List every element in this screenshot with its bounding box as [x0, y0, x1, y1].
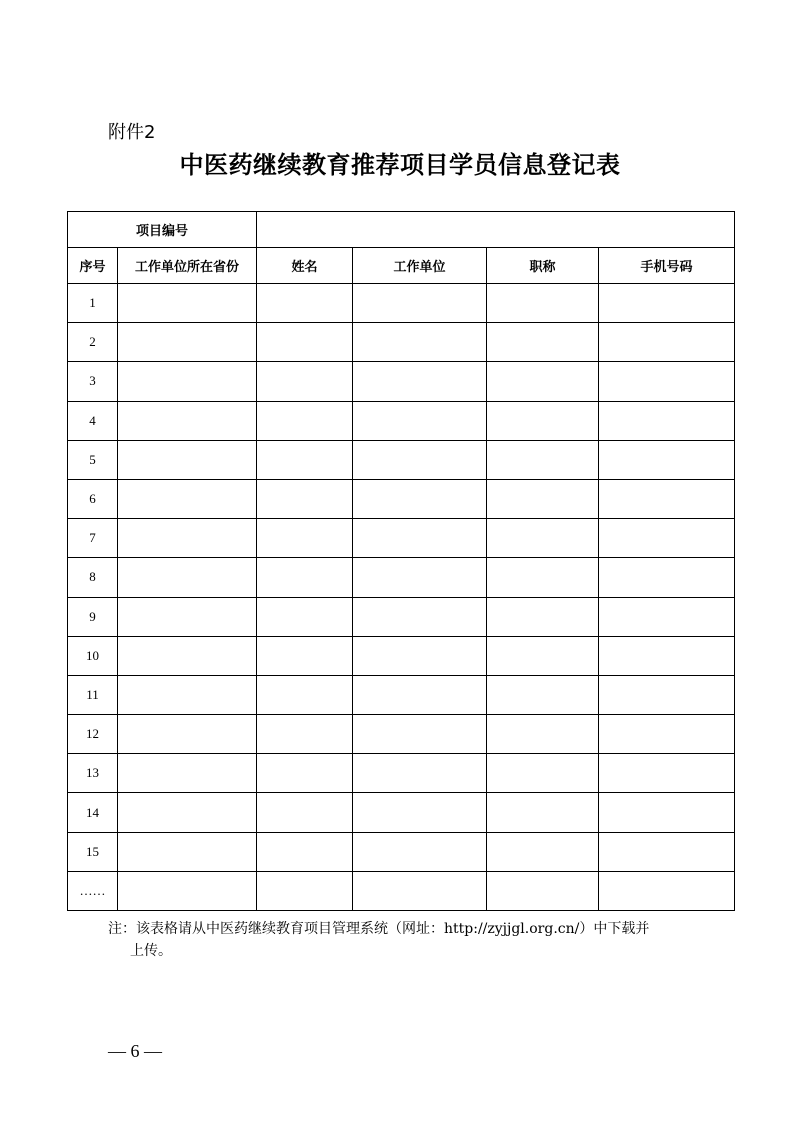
province-cell[interactable]	[118, 871, 257, 910]
employer-cell[interactable]	[353, 715, 487, 754]
document-title: 中医药继续教育推荐项目学员信息登记表	[179, 151, 621, 179]
column-header-row	[68, 248, 735, 284]
title-cell[interactable]	[487, 401, 599, 440]
table-row	[68, 401, 735, 440]
title-cell[interactable]	[487, 479, 599, 518]
name-cell[interactable]	[257, 519, 353, 558]
employer-cell[interactable]	[353, 636, 487, 675]
province-cell[interactable]	[118, 754, 257, 793]
province-cell[interactable]	[118, 479, 257, 518]
province-cell[interactable]	[118, 597, 257, 636]
employer-cell[interactable]	[353, 754, 487, 793]
name-cell[interactable]	[257, 440, 353, 479]
name-cell[interactable]	[257, 715, 353, 754]
phone-cell[interactable]	[599, 362, 735, 401]
name-cell[interactable]	[257, 597, 353, 636]
row-number: 6	[68, 479, 118, 518]
project-code-field[interactable]	[257, 212, 735, 248]
table-row	[68, 793, 735, 832]
table-row	[68, 597, 735, 636]
name-cell[interactable]	[257, 323, 353, 362]
column-header-title: 职称	[487, 248, 599, 284]
table-row	[68, 284, 735, 323]
row-number: 4	[68, 401, 118, 440]
province-cell[interactable]	[118, 401, 257, 440]
title-cell[interactable]	[487, 440, 599, 479]
table-row	[68, 558, 735, 597]
row-number: 9	[68, 597, 118, 636]
title-cell[interactable]	[487, 323, 599, 362]
phone-cell[interactable]	[599, 832, 735, 871]
title-cell[interactable]	[487, 754, 599, 793]
project-code-label: 项目编号	[68, 212, 257, 248]
table-row	[68, 323, 735, 362]
row-number: 14	[68, 793, 118, 832]
employer-cell[interactable]	[353, 832, 487, 871]
note-line-2: 上传。	[130, 943, 172, 959]
table-row	[68, 636, 735, 675]
row-number: 3	[68, 362, 118, 401]
employer-cell[interactable]	[353, 519, 487, 558]
column-header-province: 工作单位所在省份	[118, 248, 257, 284]
employer-cell[interactable]	[353, 558, 487, 597]
row-number: 10	[68, 636, 118, 675]
title-cell[interactable]	[487, 362, 599, 401]
name-cell[interactable]	[257, 871, 353, 910]
province-cell[interactable]	[118, 832, 257, 871]
phone-cell[interactable]	[599, 675, 735, 714]
title-cell[interactable]	[487, 636, 599, 675]
employer-cell[interactable]	[353, 479, 487, 518]
table-row	[68, 832, 735, 871]
name-cell[interactable]	[257, 479, 353, 518]
phone-cell[interactable]	[599, 440, 735, 479]
name-cell[interactable]	[257, 362, 353, 401]
title-cell[interactable]	[487, 793, 599, 832]
name-cell[interactable]	[257, 793, 353, 832]
phone-cell[interactable]	[599, 636, 735, 675]
title-cell[interactable]	[487, 284, 599, 323]
province-cell[interactable]	[118, 440, 257, 479]
name-cell[interactable]	[257, 832, 353, 871]
row-number: 7	[68, 519, 118, 558]
phone-cell[interactable]	[599, 754, 735, 793]
name-cell[interactable]	[257, 401, 353, 440]
table-row	[68, 362, 735, 401]
name-cell[interactable]	[257, 284, 353, 323]
phone-cell[interactable]	[599, 715, 735, 754]
column-header-phone: 手机号码	[599, 248, 735, 284]
province-cell[interactable]	[118, 636, 257, 675]
table-row	[68, 519, 735, 558]
name-cell[interactable]	[257, 754, 353, 793]
employer-cell[interactable]	[353, 675, 487, 714]
phone-cell[interactable]	[599, 597, 735, 636]
title-cell[interactable]	[487, 597, 599, 636]
phone-cell[interactable]	[599, 284, 735, 323]
title-cell[interactable]	[487, 558, 599, 597]
row-number: 15	[68, 832, 118, 871]
title-cell[interactable]	[487, 871, 599, 910]
note	[108, 918, 708, 962]
name-cell[interactable]	[257, 558, 353, 597]
phone-cell[interactable]	[599, 323, 735, 362]
title-cell[interactable]	[487, 715, 599, 754]
phone-cell[interactable]	[599, 793, 735, 832]
table-row	[68, 440, 735, 479]
employer-cell[interactable]	[353, 871, 487, 910]
column-header-employer: 工作单位	[353, 248, 487, 284]
registration-table	[67, 211, 735, 911]
province-cell[interactable]	[118, 675, 257, 714]
note-line-1: 注：该表格请从中医药继续教育项目管理系统（网址：http://zyjjgl.org.cn/）中下载并	[108, 921, 650, 937]
table-row	[68, 675, 735, 714]
page-number: — 6 —	[108, 1041, 162, 1061]
province-cell[interactable]	[118, 362, 257, 401]
title-cell[interactable]	[487, 519, 599, 558]
employer-cell[interactable]	[353, 440, 487, 479]
province-cell[interactable]	[118, 284, 257, 323]
employer-cell[interactable]	[353, 362, 487, 401]
table-row	[68, 754, 735, 793]
title-cell[interactable]	[487, 832, 599, 871]
phone-cell[interactable]	[599, 401, 735, 440]
province-cell[interactable]	[118, 323, 257, 362]
employer-cell[interactable]	[353, 793, 487, 832]
table-row	[68, 871, 735, 910]
employer-cell[interactable]	[353, 284, 487, 323]
phone-cell[interactable]	[599, 871, 735, 910]
table-row	[68, 715, 735, 754]
attachment-label: 附件2	[108, 122, 156, 143]
row-number: 13	[68, 754, 118, 793]
phone-cell[interactable]	[599, 558, 735, 597]
employer-cell[interactable]	[353, 401, 487, 440]
province-cell[interactable]	[118, 715, 257, 754]
row-number: ……	[68, 871, 118, 910]
province-cell[interactable]	[118, 558, 257, 597]
title-cell[interactable]	[487, 675, 599, 714]
row-number: 12	[68, 715, 118, 754]
table-row	[68, 479, 735, 518]
province-cell[interactable]	[118, 793, 257, 832]
row-number: 1	[68, 284, 118, 323]
column-header-name: 姓名	[257, 248, 353, 284]
row-number: 11	[68, 675, 118, 714]
province-cell[interactable]	[118, 519, 257, 558]
project-code-row	[68, 212, 735, 248]
row-number: 5	[68, 440, 118, 479]
employer-cell[interactable]	[353, 597, 487, 636]
name-cell[interactable]	[257, 636, 353, 675]
employer-cell[interactable]	[353, 323, 487, 362]
phone-cell[interactable]	[599, 479, 735, 518]
row-number: 2	[68, 323, 118, 362]
phone-cell[interactable]	[599, 519, 735, 558]
row-number: 8	[68, 558, 118, 597]
column-header-serial: 序号	[68, 248, 118, 284]
name-cell[interactable]	[257, 675, 353, 714]
